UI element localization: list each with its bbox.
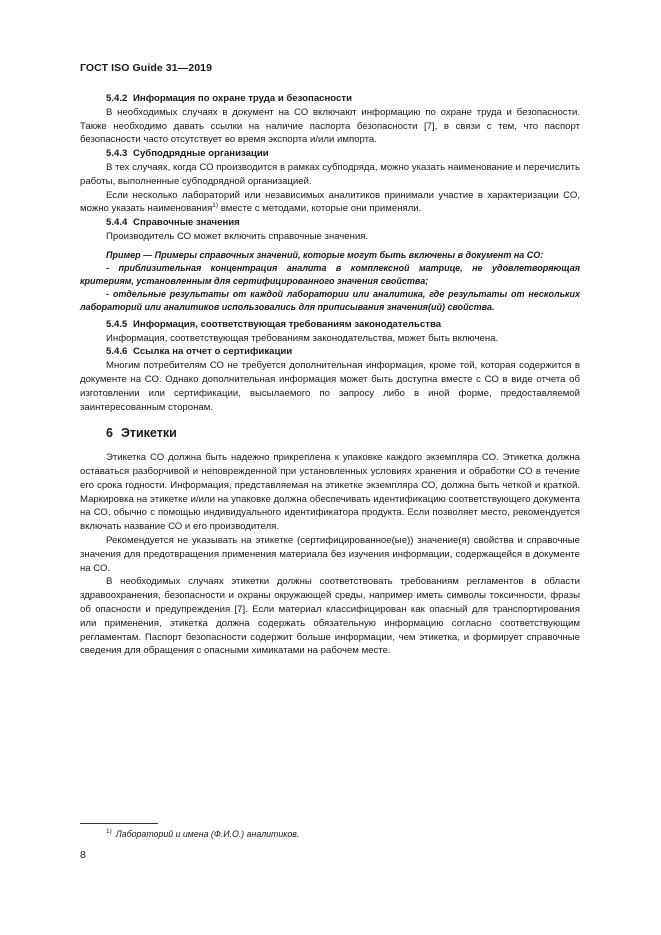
footnote — [106, 829, 299, 839]
document-header: ГОСТ ISO Guide 31—2019 — [80, 62, 213, 74]
clause-number: 5.4.5 — [106, 318, 128, 330]
clause-number: 5.4.6 — [106, 346, 128, 358]
clause-5-4-5-heading — [80, 318, 580, 332]
paragraph: Производитель СО может включить справочные значения. — [106, 230, 369, 242]
footnote-mark: 1) — [106, 828, 112, 836]
paragraph: Этикетка СО должна быть надежно прикреплена к упаковке каждого экземпляра СО. Этикетка должна оставаться разборчивой и неповрежденной при установленных условиях хранения и обработки СО в течение его срока годности. Информация, представляемая на этикетке экземпляра СО, должна быть четкой и краткой. Маркировка на этикетке и/или на упаковке должна обеспечивать идентификацию соответствующего документа на СО, обычно с помощью индивидуального идентификатора продукта. Если позволяет место, рекомендуется включать название СО и его производителя. — [80, 452, 580, 533]
clause-number: 5.4.2 — [106, 93, 128, 104]
paragraph-text: вместе с методами, которые они применяли. — [218, 203, 422, 215]
footnote-text: Лабораторий и имена (Ф.И.О.) аналитиков. — [115, 829, 300, 839]
clause-5-4-4-heading — [80, 216, 580, 230]
paragraph — [80, 189, 580, 217]
footnote-separator — [80, 823, 158, 824]
clause-5-4-2-heading — [80, 92, 580, 106]
paragraph: Рекомендуется не указывать на этикетке (сертифицированное(ые)) значение(я) свойства и справочные значения для предотвращения применения материала без изучения информации, содержащейся в документе на СО. — [80, 534, 580, 574]
paragraph: Многим потребителям СО не требуется дополнительная информация, кроме той, которая содержится в документе на СО. Однако дополнительная информация может быть доступна вместе с СО в виде отчета об изготовлении или сертификации, высылаемого по запросу либо в иной форме, предоставляемой заинтересованным сторонам. — [80, 360, 580, 413]
clause-title: Информация по охране труда и безопасности — [133, 93, 352, 104]
clause-number: 5.4.4 — [106, 217, 128, 229]
paragraph: В тех случаях, когда СО производится в рамках субподряда, можно указать наименование и перечислить работы, выполненные субподрядной организацией. — [80, 161, 580, 187]
example-title: Пример — Примеры справочных значений, которые могут быть включены в документ на СО: — [106, 249, 544, 260]
paragraph: Информация, соответствующая требованиям законодательства, может быть включена. — [106, 332, 499, 344]
clause-title: Информация, соответствующая требованиям законодательства — [133, 318, 442, 330]
example-item: - отдельные результаты от каждой лаборатории или аналитика, где результаты от нескольких лабораторий или аналитиков использовались для приписывания значения(ий) свойства. — [80, 288, 580, 312]
section-6-heading — [80, 427, 580, 441]
paragraph: В необходимых случаях в документ на СО включают информацию по охране труда и безопасности. Также необходимо давать ссылки на наличие паспорта безопасности [7], в связи с тем, что паспорт безопасности часто отсутствует во время экспорта и/или импорта. — [80, 106, 580, 146]
page-body — [80, 92, 580, 658]
clause-title: Справочные значения — [133, 217, 240, 229]
paragraph: В необходимых случаях этикетки должны соответствовать требованиям регламентов в области здравоохранения, безопасности и охраны окружающей среды, например иметь символы токсичности, фразы об опасности и предупреждения [7]. Если материал классифицирован как опасный для транспортирования или применения, этикетка должна содержать обязательную информацию согласно соответствующим регламентам. Паспорт безопасности содержит больше информации, чем этикетка, и формирует справочные сведения для обращения с опасными химикатами на рабочем месте. — [80, 576, 580, 657]
section-number: 6 — [106, 426, 113, 441]
section-title: Этикетки — [120, 426, 177, 441]
page-number: 8 — [80, 849, 86, 861]
paragraph-text: Если несколько лабораторий или независимых аналитиков принимали участие в характеризации СО, можно указать наименования — [80, 189, 580, 215]
clause-5-4-3-heading — [80, 147, 580, 161]
clause-title: Субподрядные организации — [133, 148, 269, 160]
example-item: - приблизительная концентрация аналита в комплексной матрице, не удовлетворяющая критериям, установленным для сертифицированного значения свойства; — [80, 262, 580, 286]
footnote-reference[interactable]: 1) — [212, 202, 219, 210]
clause-title: Ссылка на отчет о сертификации — [133, 346, 293, 358]
clause-5-4-6-heading — [80, 345, 580, 359]
example-block — [80, 249, 580, 314]
clause-number: 5.4.3 — [106, 148, 128, 160]
